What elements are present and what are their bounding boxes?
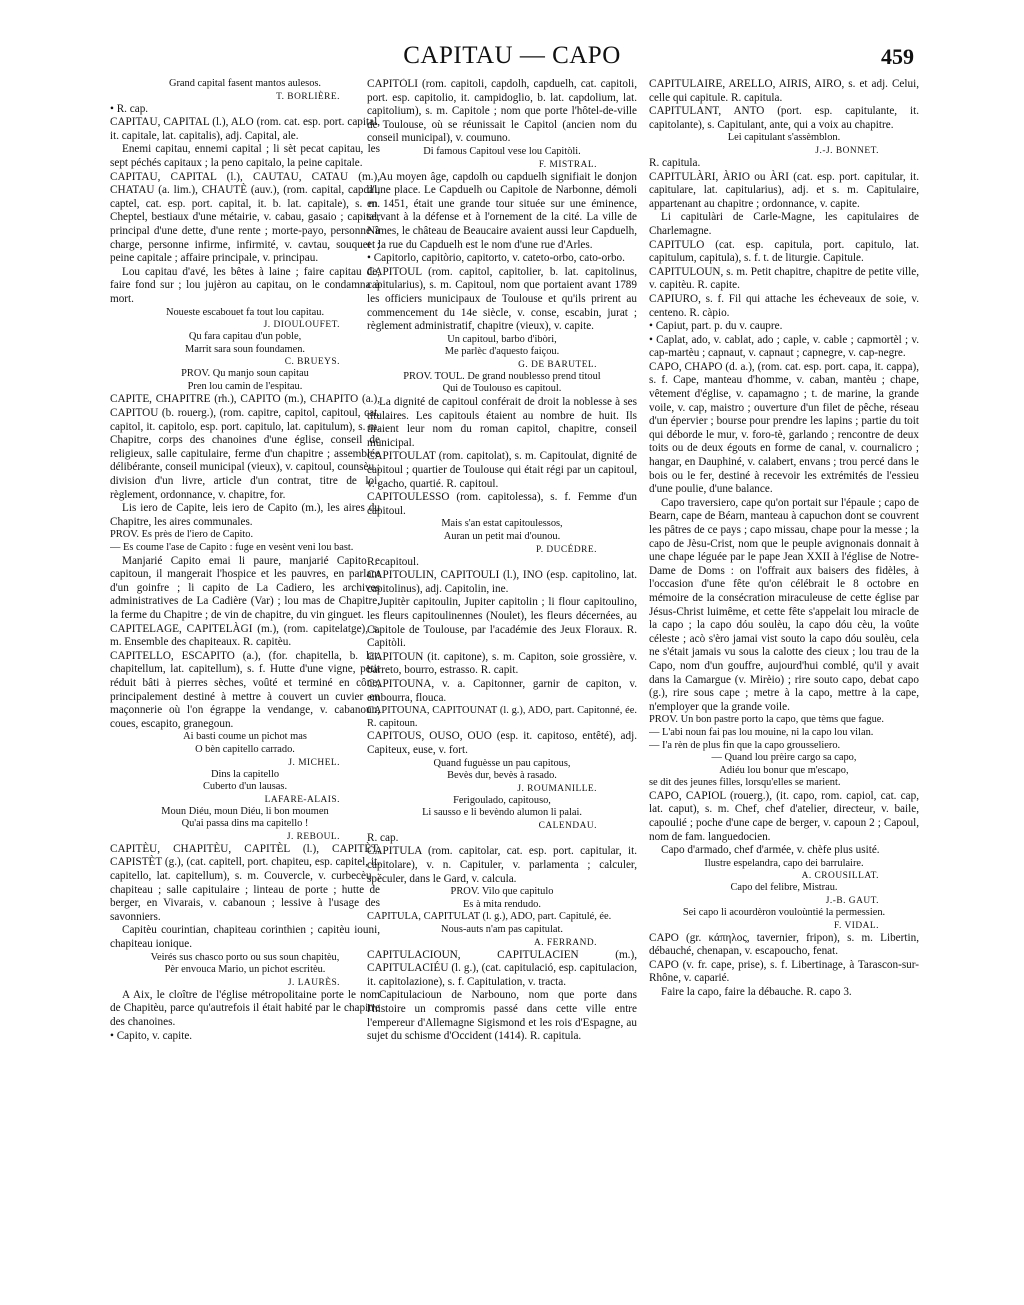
dictionary-entry: CAPITULO (cat. esp. capitula, port. capitulo, lat. capitulum, capitula), s. f. t. de liturgie. Capitule. (649, 238, 919, 265)
entry-paragraph: Capo d'armado, chef d'armée, v. chèfe plus usité. (661, 844, 880, 857)
dictionary-entry: CAPITOUS, OUSO, OUO (esp. it. capitoso, entêté), adj. Capiteux, euse, v. fort. (367, 730, 637, 756)
citation-quote: Noueste escabouet fa tout lou capitau. (165, 306, 325, 318)
citation-quote: Grand capital fasent mantos aulesos. (168, 78, 322, 89)
dictionary-entry: CAPO (v. fr. cape, prise), s. f. Libertinage, à Tarascon-sur-Rhône, v. caparié. (649, 958, 919, 985)
dictionary-entry: CAPITULACIOUN, CAPITULACIEN (m.), CAPITULACIÉU (l. g.), (cat. capitulació, esp. capitulacion, it. capitolazione), s. f. Capitulation, v. tracta. (367, 948, 637, 988)
citation-quote: Di famous Capitoul vese lou Capitòli. (423, 145, 581, 157)
dictionary-entry: CAPIURO, s. f. Fil qui attache les écheveaux de soie, v. centeno. R. càpio. (649, 292, 919, 319)
dictionary-entry: CAPITOUL (rom. capitol, capitolier, b. lat. capitolinus, capitularius), s. m. Capitoul, nom que portaient avant 1789 les officiers municipaux de Toulouse et qu'ils prirent au commencement du 14e siècle, v. conse, escabin, jurat ; règlement administratif, chapitre (vieux), v. capite. (367, 265, 637, 333)
citation-quote: Capo del felibre, Mistrau. (730, 882, 838, 894)
dictionary-entry: CAPITAU, CAPITAL (l.), CAUTAU, CATAU (m.), CHATAU (a. lim.), CHAUTÈ (auv.), (rom. capital, capdal, captel, cat. esp. port. capital, it. b. lat. capitale), s. m. Cheptel, bestiaux d'une métairie, v. cabau, gasaio ; capital, principal d'une dette, d'une rente ; morte-payo, personne à charge, personne infirme, infirmité, v. cavtau, souquet ; peine capitale ; affaire principale, v. principau. (110, 170, 380, 265)
dictionary-entry: CAPITOUNA, v. a. Capitonner, garnir de capiton, v. embourra, flouca. (367, 677, 637, 704)
text-column-1 (110, 78, 380, 1283)
proverb-note: — I'a rèn de plus fin que la capo grousseliero. (649, 739, 841, 751)
dictionary-entry: CAPITELLO, ESCAPITO (a.), (for. chapitella, b. lat. chapitellum, lat. capitellum), s. f. Hutte d'une vigne, petit réduit bâti à pierres sèches, voûté et terminé en cône, principalement destiné à mettre à couvert un cuvier en maçonnerie où l'on égrappe la vendange, v. cabanoun, coues, escapito, granegoun. (110, 649, 380, 730)
citation-author: A. CROUSILLAT. (801, 871, 879, 882)
citation-quote: Lei capitulant s'assèmblon. (727, 132, 841, 144)
citation-author: A. FERRAND. (533, 937, 597, 948)
text-column-3 (649, 78, 919, 1283)
citation-quote: PROV. TOUL. De grand noublesso prend titoul Qui de Toulouso es capitoul. (403, 370, 601, 395)
citation-quote: Dins la capitello Cuberto d'un lausas. (202, 768, 288, 793)
citation-author: J.-J. BONNET. (815, 145, 879, 156)
dictionary-entry: R. capitoul. (367, 555, 419, 568)
dictionary-entry: CAPITOULIN, CAPITOULI (l.), INO (esp. capitolino, lat. capitolinus), adj. Capitolin, ine. (367, 569, 637, 595)
dictionary-entry: • R. cap. (110, 102, 149, 115)
citation-quote: Sei capo li acourdèron vouloùntié la permessien. (682, 907, 886, 919)
citation-quote: Moun Diéu, moun Diéu, li bon moumen Qu'ai passa dins ma capitello ! (161, 805, 329, 830)
running-title: CAPITAU — CAPO (403, 42, 621, 69)
citation-author: J. MICHEL. (288, 757, 340, 768)
citation-author: J. REBOUL. (286, 831, 340, 842)
citation-quote: PROV. Qu manjo soun capitau Pren lou camin de l'espitau. (181, 368, 309, 392)
citation-quote: Qu fara capitau d'un poble, Marrit sara soun foundamen. (184, 331, 306, 355)
dictionary-entry: • Capitorlo, capitòrio, capitorto, v. cateto-orbo, cato-orbo. (367, 252, 625, 265)
proverb-note: — L'abi noun fai pas lou mouine, ni la capo lou vilan. (649, 726, 874, 738)
citation-quote: Quand fuguèsse un pau capitous, Bevès dur, bevès à rasado. (433, 757, 571, 782)
citation-quote: PROV. Vilo que capitulo Es à mita rendudo. (450, 886, 554, 910)
entry-paragraph: Capitulacioun de Narbouno, nom que porte dans l'histoire un compromis passé dans cette ville entre l'empereur d'Allemagne Sigismond et les rois d'Espagne, au sujet du schisme d'Occident (1414). R. capitula. (367, 989, 637, 1043)
entry-paragraph: Capitèu courintian, chapiteau corinthien ; capitèu iouni, chapiteau ionique. (110, 924, 380, 951)
entry-paragraph: Lou capitau d'avé, les bêtes à laine ; faire capitau de, faire fond sur ; lou jujèron au capitau, on le condamna à mort. (110, 265, 380, 305)
dictionary-entry: CAPITULA (rom. capitolar, cat. esp. port. capitular, it. capitolare), v. n. Capituler, v. parlamenta ; calculer, spéculer, dans le Gard, v. calcula. (367, 845, 637, 885)
dictionary-entry: CAPITULANT, ANTO (port. esp. capitulante, it. capitolante), s. Capitulant, ante, qui a voix au chapitre. (649, 105, 919, 131)
dictionary-entry: • Capiut, part. p. du v. caupre. (649, 320, 783, 333)
dictionary-entry: • Caplat, ado, v. cablat, ado ; caple, v. cable ; capmortèl ; v. cap-martèu ; capnaut, v. capnaut ; capnegre, v. cap-negre. (649, 333, 919, 360)
running-head (110, 42, 914, 78)
citation-author: P. DUCÉDRE. (536, 544, 597, 555)
citation-quote: Ferigoulado, capitouso, Li sausso e li bevèndo alumon li palai. (422, 794, 582, 819)
entry-paragraph: Lis iero de Capite, leis iero de Capito (m.), les aires du Chapitre, les aires communales. (110, 502, 380, 528)
citation-author: F. MISTRAL. (538, 159, 597, 170)
dictionary-entry: CAPITOULAT (rom. capitolat), s. m. Capitoulat, dignité de capitoul ; quartier de Toulouse qui était régi par un capitoul, v. gacho, quartié. R. capitoul. (367, 450, 637, 490)
entry-paragraph: Au moyen âge, capdolh ou capduelh signifiait le donjon d'une place. Le Capduelh ou Capitole de Narbonne, démoli en 1451, était une grande tour située sur une éminence, servant à la défense et à l'ornement de la cité. La ville de Nîmes, le château de Beaucaire avaient aussi leur Capduelh, et la rue du Capduelh est le nom d'une rue d'Arles. (367, 170, 637, 251)
entry-paragraph: La dignité de capitoul conférait de droit la noblesse à ses titulaires. Les capitouls étaient au nombre de huit. Ils tiraient leur nom du roman capitol, chapitre, conseil municipal. (367, 396, 637, 449)
dictionary-entry: CAPITULOUN, s. m. Petit chapitre, chapitre de petite ville, v. capitèu. R. capite. (649, 265, 919, 292)
dictionary-entry: CAPITULAIRE, ARELLO, AIRIS, AIRO, s. et adj. Celui, celle qui capitule. R. capitula. (649, 78, 919, 104)
entry-paragraph: Capo traversiero, cape qu'on portait sur l'épaule ; capo de Bearn, cape de Béarn, manteau à capuchon dont se couvrent les pâtres de ce pays ; capo missau, chape pour la messe ; la capo de Jèsu-Crist, nom que le peuple avignonais donnait à une chape léguée par le pape Jean XXII à l'église de Notre-Dame de Doms : on l'offrait aux baisers des fidèles, à l'occasion d'une fête qu'on célébrait le 8 octobre en mémoire de la consécration miraculeuse de cette église par Jésus-Christ luimême, et cette fête s'appelait lou miracle de la capo ; la capo dóu soulèu, la capo dóu cèu, la voûte céleste ; acò s'èro jamai vist souto la capo dóu soulèu, cela ne s'était jamais vu sous la calotte des cieux ; lou trau de la Capo, nom d'un gouffre, aujourd'hui comblé, qu'il y avait dans la Camargue (v. Mirèio) ; rire souto capo, debat capo (g.), rire sous cape ; metre à la capo, mettre à la cape, n'employer que la grande voile. (649, 496, 919, 713)
dictionary-entry: CAPITE, CHAPITRE (rh.), CAPITO (m.), CHAPITO (a.), CAPITOU (b. rouerg.), (rom. capitre, capitol, capitoul, cat. capitol, it. capitolo, esp. port. capitulo, lat. capitulum), s. m. Chapitre, corps des chanoines d'une église, conseil de religieux, salle capitulaire, ferme d'un chapitre ; assemblée délibérante, conseil municipal (vieux), v. capitoul, counsèu ; division d'un livre, article d'un contrat, titre de loi, règlement, ordonnance, v. chapitre, for. (110, 393, 380, 501)
citation-author: J. ROUMANILLE. (517, 783, 597, 794)
citation-quote: Un capitoul, barbo d'ibòri, Me parlèc d'aquesto faiçou. (444, 333, 560, 358)
citation-quote: Ai basti coume un pichot mas O bèn capitello carrado. (183, 731, 307, 755)
citation-author: C. BRUEYS. (284, 357, 340, 368)
entry-paragraph: Li capitulàri de Carle-Magne, les capitulaires de Charlemagne. (649, 211, 919, 237)
citation-author: F. VIDAL. (834, 920, 879, 931)
citation-author: J. DIOULOUFET. (263, 320, 340, 331)
citation-quote: Veirés sus chasco porto ou sus soun chapitèu, Pèr envouca Mario, un pichot escritèu. (150, 951, 340, 976)
dictionary-entry: CAPITELAGE, CAPITELÀGI (m.), (rom. capitelatge), s. m. Ensemble des chapiteaux. R. capitèu. (110, 622, 380, 649)
dictionary-entry: CAPITÈU, CHAPITÈU, CAPITÈL (l.), CAPITÈT, CAPISTÈT (g.), (cat. capitell, port. chapiteu, esp. capitel, it. capitello, lat. capitellum), s. m. Couvercle, v. curbecèu ; chapiteau ; salle capitulaire ; linteau de porte ; hutte de berger, en Vivarais, v. cabanoun ; lessive à l'usage des savonniers. (110, 842, 380, 923)
dictionary-entry: CAPITOULESSO (rom. capitolessa), s. f. Femme d'un capitoul. (367, 491, 637, 517)
entry-paragraph: A Aix, le cloître de l'église métropolitaine porte le nom de Chapitèu, parce qu'autrefois il était habité par le chapitre des chanoines. (110, 988, 380, 1028)
citation-author: J. LAURÈS. (287, 977, 340, 988)
dictionary-entry: CAPO (gr. κάπηλος, tavernier, fripon), s. m. Libertin, débauché, chenapan, v. escapoucho, fenat. (649, 931, 919, 958)
dictionary-entry: CAPITULÀRI, ÀRIO ou ÀRI (cat. esp. port. capitular, it. capitulare, lat. capitularius), adj. et s. m. Capitulaire, appartenant au chapitre ; ordonnance, v. capite. (649, 170, 919, 210)
proverb-note: PROV. Un bon pastre porto la capo, que tèms que fague. (649, 714, 884, 726)
dictionary-entry: R. cap. (367, 831, 399, 844)
citation-quote: Nous-auts n'am pas capitulat. (441, 924, 563, 936)
dictionary-entry: CAPO, CHAPO (d. a.), (rom. cat. esp. port. capa, it. cappa), s. f. Cape, manteau d'homme, v. caban, mantèu ; chape, vêtement d'église, v. capamagno ; t. de marine, la grande voile, v. cap, maistro ; ouverture d'un filet de pêche, réseau d'un épervier ; bourse pour prendre les lapins ; partie du toit qui déborde le mur, v. foro-tè, garlando ; rencontre de deux toits ou de deux égouts en forme de canal, v. cournalicro ; hangar, en Dauphiné, v. calabert, envans ; trou percé dans le bois ou le fer, destiné à recevoir les extrémités de l'essieu d'une poulie, d'une balance. (649, 360, 919, 496)
citation-author: LAFARE-ALAIS. (264, 794, 340, 805)
dictionary-entry: CAPITÒLI (rom. capitoli, capdolh, capduelh, cat. capitoli, port. esp. capitolio, it. campidoglio, b. lat. capdolium, lat. capitolium), s. m. Capitole ; nom que porte l'hôtel-de-ville de Toulouse, où se réunissait le Capitol (ancien nom du conseil municipal), v. coumuno. (367, 78, 637, 145)
citation-author: T. BORLIÈRE. (276, 91, 340, 102)
citation-quote: Ilustre espelandra, capo dei barrulaire. (704, 857, 864, 869)
citation-quote: Mais s'an estat capitoulessos, Auran un petit mai d'ounou. (441, 518, 563, 542)
dictionary-entry: CAPITOUN (it. capitone), s. m. Capiton, soie grossière, v. barreto, bourro, estrasso. R. capit. (367, 650, 637, 677)
citation-author: J.-B. GAUT. (825, 896, 879, 907)
entry-paragraph: Manjarié Capito emai li paure, manjarié Capito e capitoun, il mangerait l'hospice et les pauvres, en parlant d'un goinfre ; li capito de La Cadiero, les archives administratives de La Cadière (Var) ; lou mas de Chapitre, la ferme du Chapitre ; de vin de chapitre, du vin ginguet. (110, 554, 380, 621)
entry-paragraph: Enemi capitau, ennemi capital ; li sèt pecat capitau, les sept péchés capitaux ; la peno capitalo, la peine capitale. (110, 143, 380, 169)
page-number: 459 (881, 44, 914, 69)
proverb-note: — Es coume l'ase de Capito : fuge en vesènt veni lou bast. (110, 542, 354, 553)
proverb-note: CAPITOUNA, CAPITOUNAT (l. g.), ADO, part. Capitonné, ée. R. capitoun. (367, 705, 637, 729)
citation-quote: — Quand lou prèire cargo sa capo, Adiéu lou bonur que m'escapo, (711, 752, 857, 776)
proverb-note: CAPITULA, CAPITULAT (l. g.), ADO, part. Capitulé, ée. (367, 911, 612, 923)
citation-author: G. DE BARUTEL. (518, 359, 597, 370)
proverb-note: PROV. Es près de l'iero de Capito. (110, 529, 254, 541)
citation-author: CALENDAU. (538, 820, 597, 831)
dictionary-entry: CAPO, CAPIOL (rouerg.), (it. capo, rom. capiol, cat. cap, lat. caput), s. m. Chef, chef d'atelier, directeur, v. baile, capoulié ; poche d'une cape de berger, v. capoun 2 ; Capoul, nom de fam. languedocien. (649, 789, 919, 843)
dictionary-entry: R. capitula. (649, 156, 701, 169)
text-column-2 (367, 78, 637, 1283)
entry-paragraph: Faire la capo, faire la débauche. R. capo 3. (661, 986, 852, 998)
entry-paragraph: Jupitèr capitoulin, Jupiter capitolin ; li flour capitoulino, les fleurs capitoulinennes (Noulet), les fleurs décernées, au Capitole de Toulouse, par l'académie des Jeux Floraux. R. Capitòli. (367, 596, 637, 650)
dictionary-entry: • Capito, v. capite. (110, 1029, 193, 1042)
dictionary-entry: CAPITAU, CAPITAL (l.), ALO (rom. cat. esp. port. capital, it. capitale, lat. capitalis), adj. Capital, ale. (110, 116, 380, 142)
proverb-note: se dit des jeunes filles, lorsqu'elles se marient. (649, 777, 841, 789)
